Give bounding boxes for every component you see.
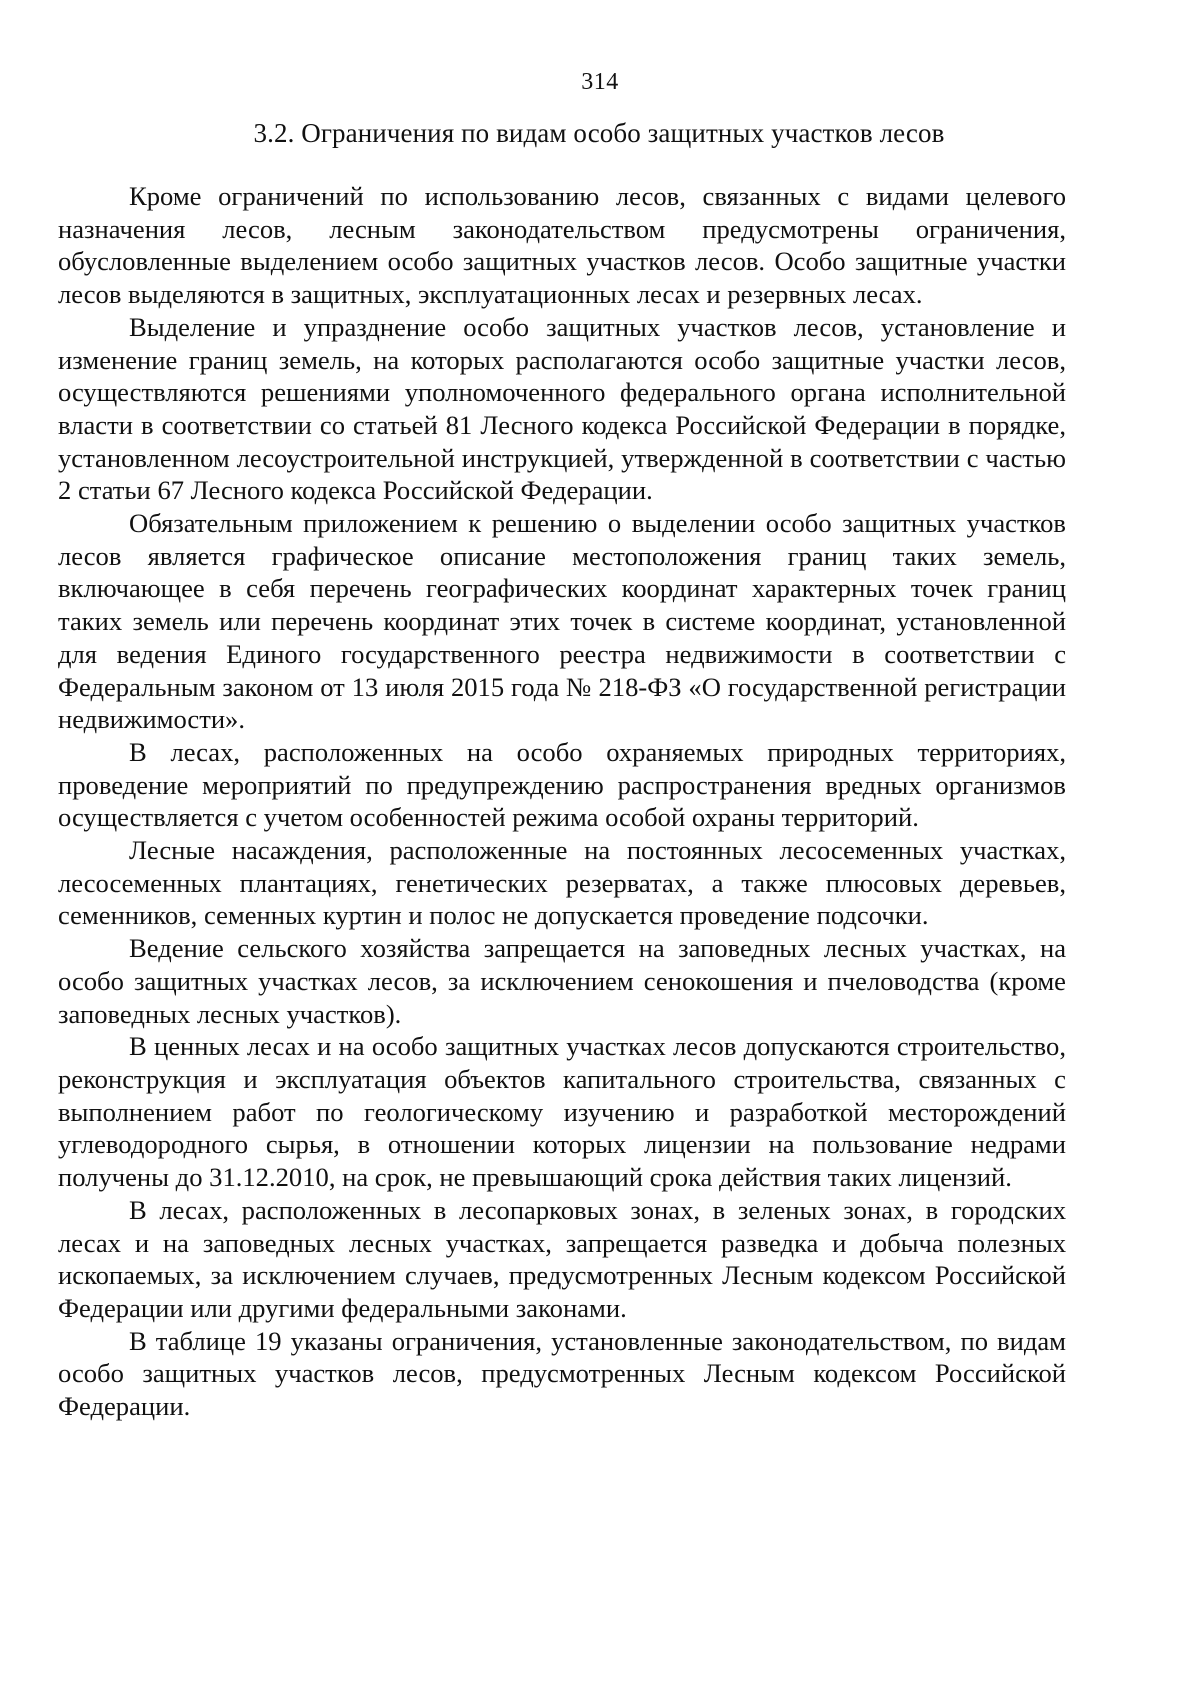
paragraph-protected-territories: В лесах, расположенных на особо охраняемых природных территориях, проведение мероприятий по предупреждению распространения вредных организмов осуществляется с учетом особенностей режима особой охраны территорий. — [58, 736, 1066, 833]
paragraph-mining-prohibition: В лесах, расположенных в лесопарковых зонах, в зеленых зонах, в городских лесах и на заповедных лесных участках, запрещается разведка и добыча полезных ископаемых, за исключением случаев, предусмотренных Лесным кодексом Российской Федерации или другими федеральными законами. — [58, 1194, 1066, 1323]
page-number: 314 — [581, 69, 619, 95]
section-heading: 3.2. Ограничения по видам особо защитных участков лесов — [253, 118, 945, 148]
paragraph-hydrocarbon-construction: В ценных лесах и на особо защитных участках лесов допускаются строительство, реконструкция и эксплуатация объектов капитального строительства, связанных с выполнением работ по геологическому изучению и разработкой месторождений углеводородного сырья, в отношении которых лицензии на пользование недрами получены до 31.12.2010, на срок, не превышающий срока действия таких лицензий. — [58, 1031, 1066, 1193]
paragraph-restrictions-overview: Кроме ограничений по использованию лесов, связанных с видами целевого назначения лесов, лесным законодательством предусмотрены ограничения, обусловленные выделением особо защитных участков лесов. Особо защитные участки лесов выделяются в защитных, эксплуатационных лесах и резервных лесах. — [58, 181, 1066, 310]
paragraph-allocation-decisions: Выделение и упразднение особо защитных участков лесов, установление и изменение границ земель, на которых располагаются особо защитные участки лесов, осуществляются решениями уполномоченного федерального органа исполнительной власти в соответствии со статьей 81 Лесного кодекса Российской Федерации в порядке, установленном лесоустроительной инструкцией, утвержденной в соответствии с частью 2 статьи 67 Лесного кодекса Российской Федерации. — [58, 311, 1066, 506]
paragraph-agriculture-prohibition: Ведение сельского хозяйства запрещается на заповедных лесных участках, на особо защитных участках лесов, за исключением сенокошения и пчеловодства (кроме заповедных лесных участков). — [58, 933, 1066, 1029]
body-text — [58, 180, 1066, 1423]
paragraph-graphic-description: Обязательным приложением к решению о выделении особо защитных участков лесов является графическое описание местоположения границ таких земель, включающее в себя перечень географических координат характерных точек границ таких земель или перечень координат этих точек в системе координат, установленной для ведения Единого государственного реестра недвижимости в соответствии с Федеральным законом от 13 июля 2015 года № 218-ФЗ «О государственной регистрации недвижимости». — [58, 508, 1066, 735]
paragraph-table-reference: В таблице 19 указаны ограничения, установленные законодательством, по видам особо защитных участков лесов, предусмотренных Лесным кодексом Российской Федерации. — [58, 1325, 1066, 1422]
paragraph-tapping-prohibition: Лесные насаждения, расположенные на постоянных лесосеменных участках, лесосеменных плантациях, генетических резерватах, а также плюсовых деревьев, семенников, семенных куртин и полос не допускается проведение подсочки. — [58, 835, 1066, 931]
